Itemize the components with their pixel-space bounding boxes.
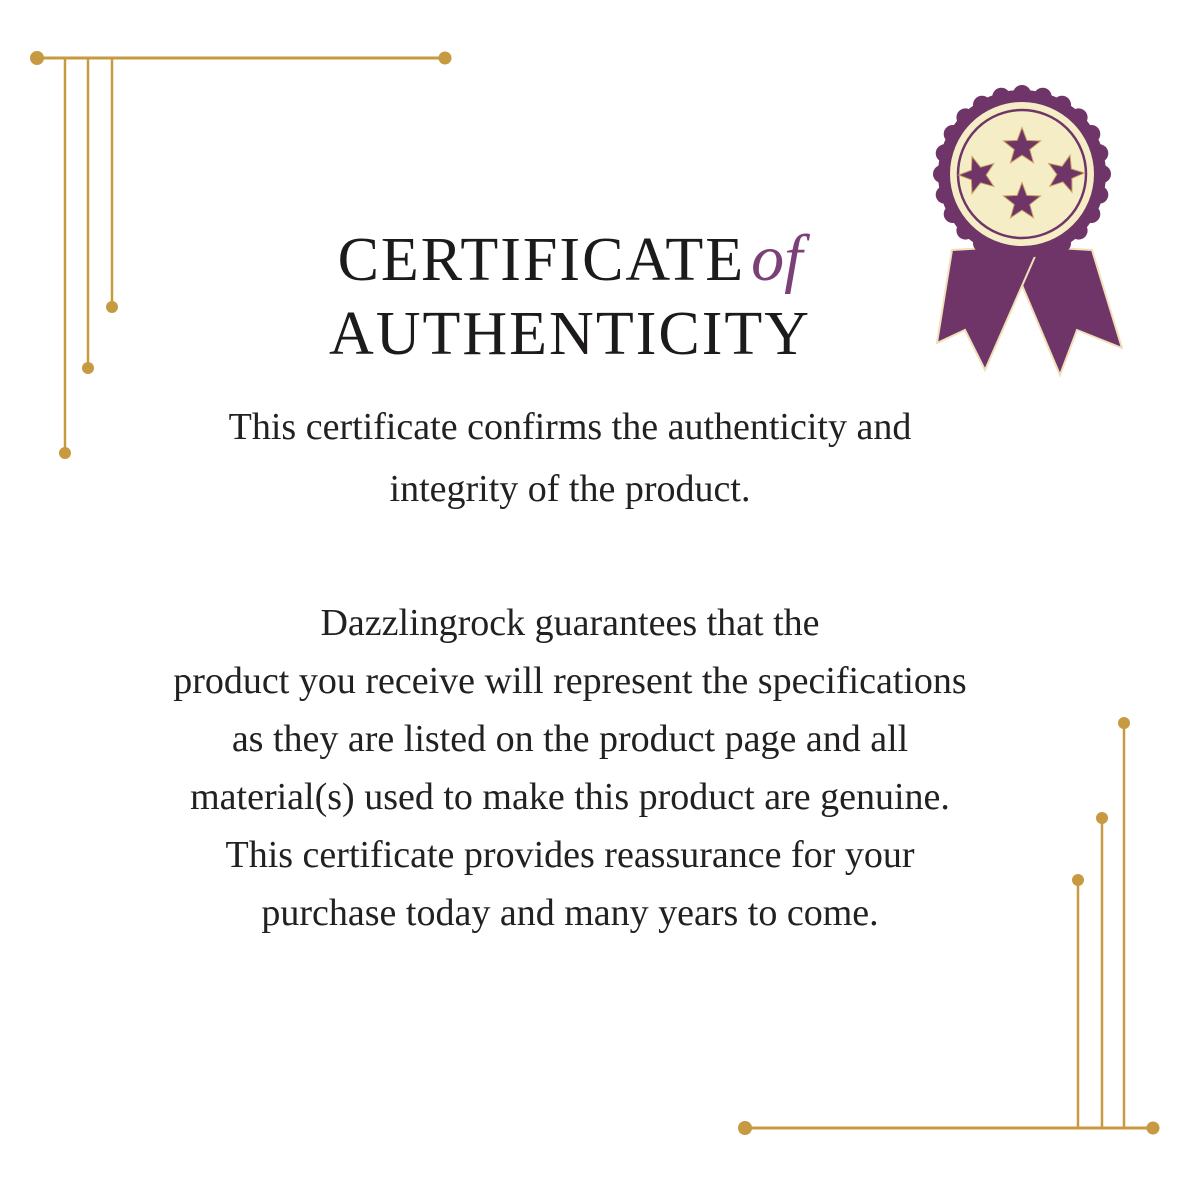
guarantee-line: Dazzlingrock guarantees that the <box>320 602 820 644</box>
title-word-authenticity: AUTHENTICITY <box>328 300 811 368</box>
intro-paragraph <box>0 396 1140 520</box>
ornament-dot <box>439 52 452 65</box>
guarantee-line: as they are listed on the product page and all <box>231 718 909 760</box>
certificate-title <box>0 222 1140 371</box>
guarantee-line: product you receive will represent the specifications <box>173 660 967 702</box>
guarantee-line: material(s) used to make this product are genuine. <box>190 776 950 818</box>
intro-line: This certificate confirms the authenticity and <box>228 406 912 448</box>
ornament-dot <box>738 1121 752 1135</box>
guarantee-line: This certificate provides reassurance for your <box>225 834 915 876</box>
title-line-1 <box>0 222 1140 297</box>
ornament-dot <box>30 51 44 65</box>
intro-line: integrity of the product. <box>389 468 751 510</box>
guarantee-line: purchase today and many years to come. <box>261 892 879 934</box>
ornament-dot <box>1147 1122 1160 1135</box>
title-word-of: of <box>751 222 803 295</box>
guarantee-paragraph <box>0 594 1140 942</box>
title-word-certificate: CERTIFICATE <box>337 226 746 294</box>
